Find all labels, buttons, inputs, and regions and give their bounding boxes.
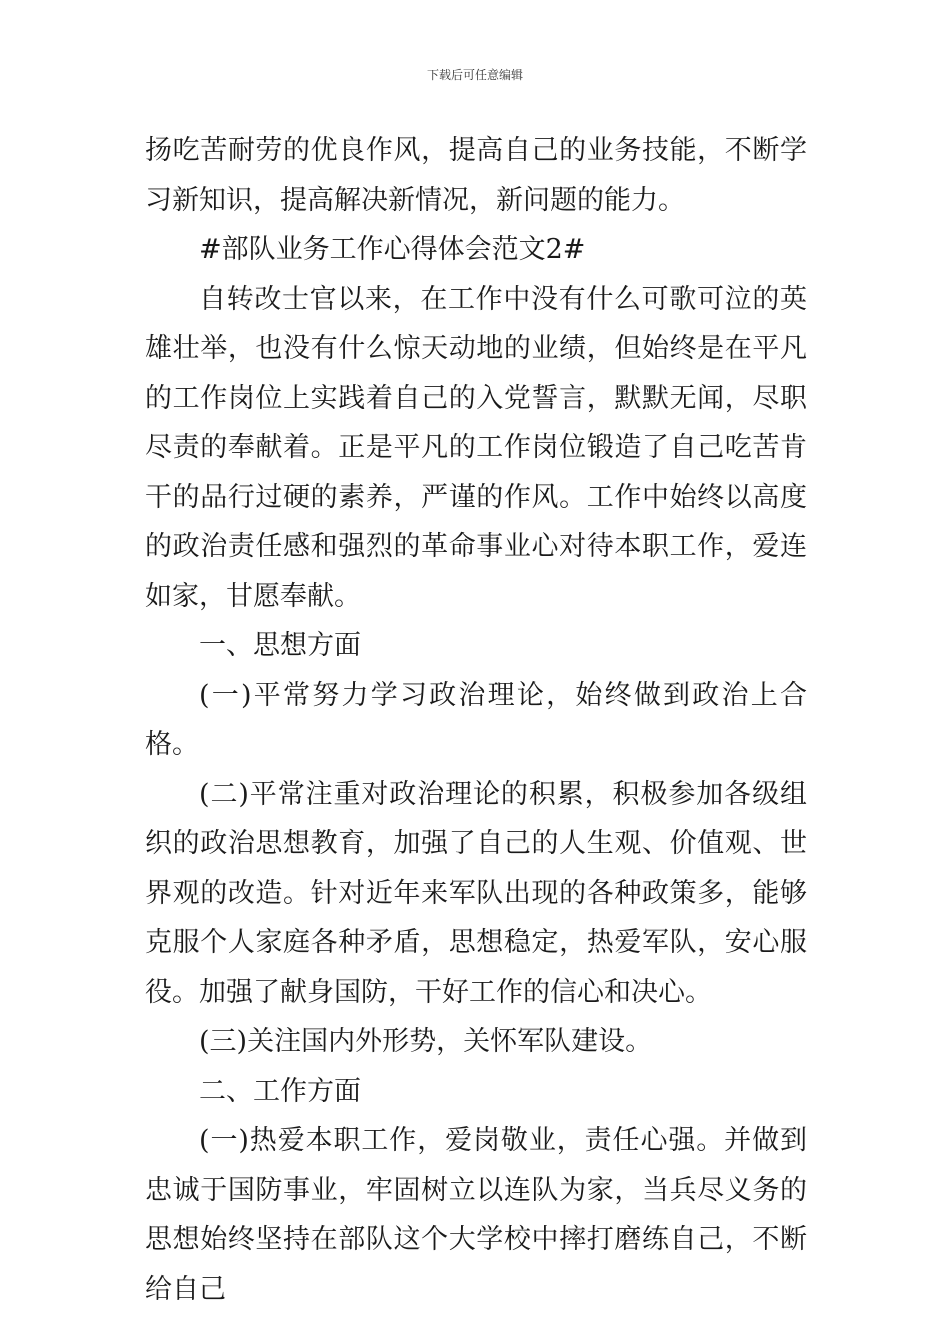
paragraph-continuation: 扬吃苦耐劳的优良作风，提高自己的业务技能，不断学习新知识，提高解决新情况，新问题的能力。 <box>145 135 807 216</box>
page-header-note: 下载后可任意编辑 <box>426 68 523 82</box>
document-body <box>145 126 807 1314</box>
heading-thought: 一、思想方面 <box>199 630 361 661</box>
list-item-work-1: (一)热爱本职工作，爱岗敬业，责任心强。并做到忠诚于国防事业，牢固树立以连队为家，当兵尽义务的思想始终坚持在部队这个大学校中摔打磨练自己，不断给自己 <box>145 1125 807 1305</box>
paragraph-intro: 自转改士官以来，在工作中没有什么可歌可泣的英雄壮举，也没有什么惊天动地的业绩，但始终是在平凡的工作岗位上实践着自己的入党誓言，默默无闻，尽职尽责的奉献着。正是平凡的工作岗位锻造了自己吃苦肯干的品行过硬的素养，严谨的作风。工作中始终以高度的政治责任感和强烈的革命事业心对待本职工作，爱连如家，甘愿奉献。 <box>145 283 807 612</box>
list-item-thought-2: (二)平常注重对政治理论的积累，积极参加各级组织的政治思想教育，加强了自己的人生观、价值观、世界观的改造。针对近年来军队出现的各种政策多，能够克服个人家庭各种矛盾，思想稳定，热爱军队，安心服役。加强了献身国防，干好工作的信心和决心。 <box>145 778 807 1008</box>
heading-work: 二、工作方面 <box>199 1075 361 1107</box>
section-title: #部队业务工作心得体会范文2# <box>199 234 586 265</box>
list-item-thought-3: (三)关注国内外形势，关怀军队建设。 <box>199 1026 653 1057</box>
list-item-thought-1: (一)平常努力学习政治理论，始终做到政治上合格。 <box>145 679 807 760</box>
